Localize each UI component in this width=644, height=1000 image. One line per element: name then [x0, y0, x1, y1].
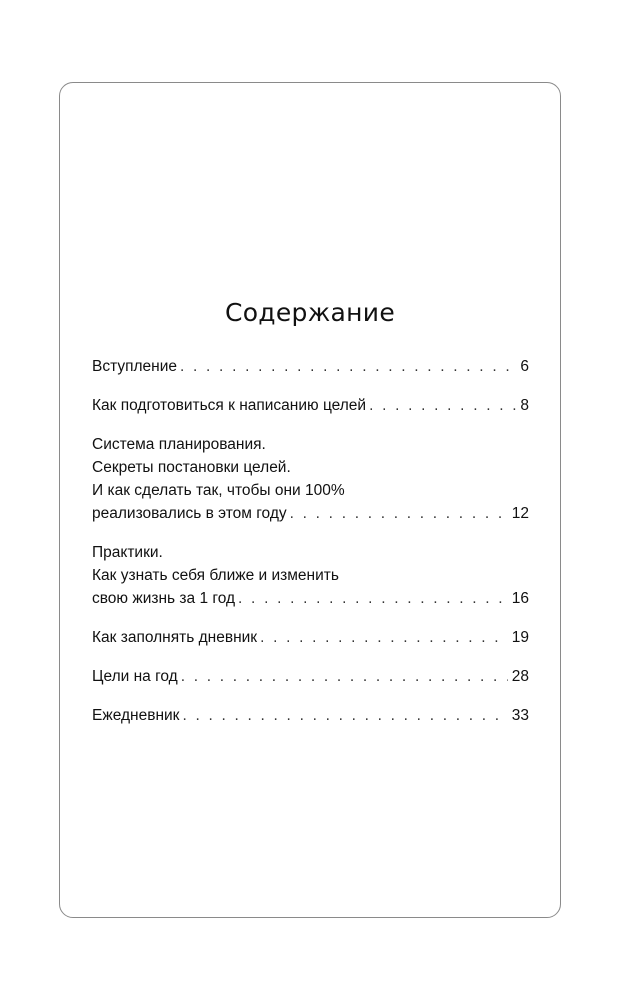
- dot-leader: [238, 587, 508, 610]
- toc-last-line: [92, 665, 529, 688]
- toc-page-number: 8: [520, 397, 529, 414]
- toc-entry-practices[interactable]: [92, 541, 529, 610]
- toc-last-line: [92, 626, 529, 649]
- page-title: Содержание: [224, 298, 396, 327]
- toc-entry-title-line: свою жизнь за 1 год: [92, 590, 236, 607]
- toc-page-number: 6: [520, 358, 529, 375]
- toc-entry-yearly-goals[interactable]: [92, 665, 529, 688]
- toc-entry-diary-guide[interactable]: [92, 626, 529, 649]
- dot-leader: [182, 704, 507, 727]
- toc-page-number: 16: [511, 590, 529, 607]
- dot-leader: [181, 665, 508, 688]
- dot-leader: [369, 394, 516, 417]
- toc-entry-title: Как подготовиться к написанию целей: [92, 397, 367, 414]
- toc-entry-title-line: Секреты постановки целей.: [92, 459, 291, 476]
- toc-entry-title: Ежедневник: [92, 707, 180, 724]
- toc-page-number: 33: [511, 707, 529, 724]
- toc-entry-daily-planner[interactable]: [92, 704, 529, 727]
- toc-last-line: [92, 355, 529, 378]
- toc-entry-title-line: реализовались в этом году: [92, 505, 287, 522]
- toc-page-number: 28: [511, 668, 529, 685]
- toc-entry-title-line: Как узнать себя ближе и изменить: [92, 567, 339, 584]
- table-of-contents: [92, 355, 529, 743]
- toc-entry-title-line: Система планирования.: [92, 436, 266, 453]
- dot-leader: [180, 355, 516, 378]
- toc-entry-title-line: И как сделать так, чтобы они 100%: [92, 482, 345, 499]
- toc-last-line: [92, 704, 529, 727]
- toc-last-line: [92, 394, 529, 417]
- toc-entry-introduction[interactable]: [92, 355, 529, 378]
- toc-entry-title-line: Практики.: [92, 544, 163, 561]
- toc-entry-title: Цели на год: [92, 668, 178, 685]
- toc-entry-title: Как заполнять дневник: [92, 629, 258, 646]
- toc-page-number: 19: [511, 629, 529, 646]
- toc-entry-planning-system[interactable]: [92, 433, 529, 525]
- dot-leader: [290, 502, 508, 525]
- toc-last-line: [92, 502, 529, 525]
- toc-entry-preparation[interactable]: [92, 394, 529, 417]
- toc-entry-title: Вступление: [92, 358, 178, 375]
- dot-leader: [260, 626, 508, 649]
- toc-last-line: [92, 587, 529, 610]
- toc-page-number: 12: [511, 505, 529, 522]
